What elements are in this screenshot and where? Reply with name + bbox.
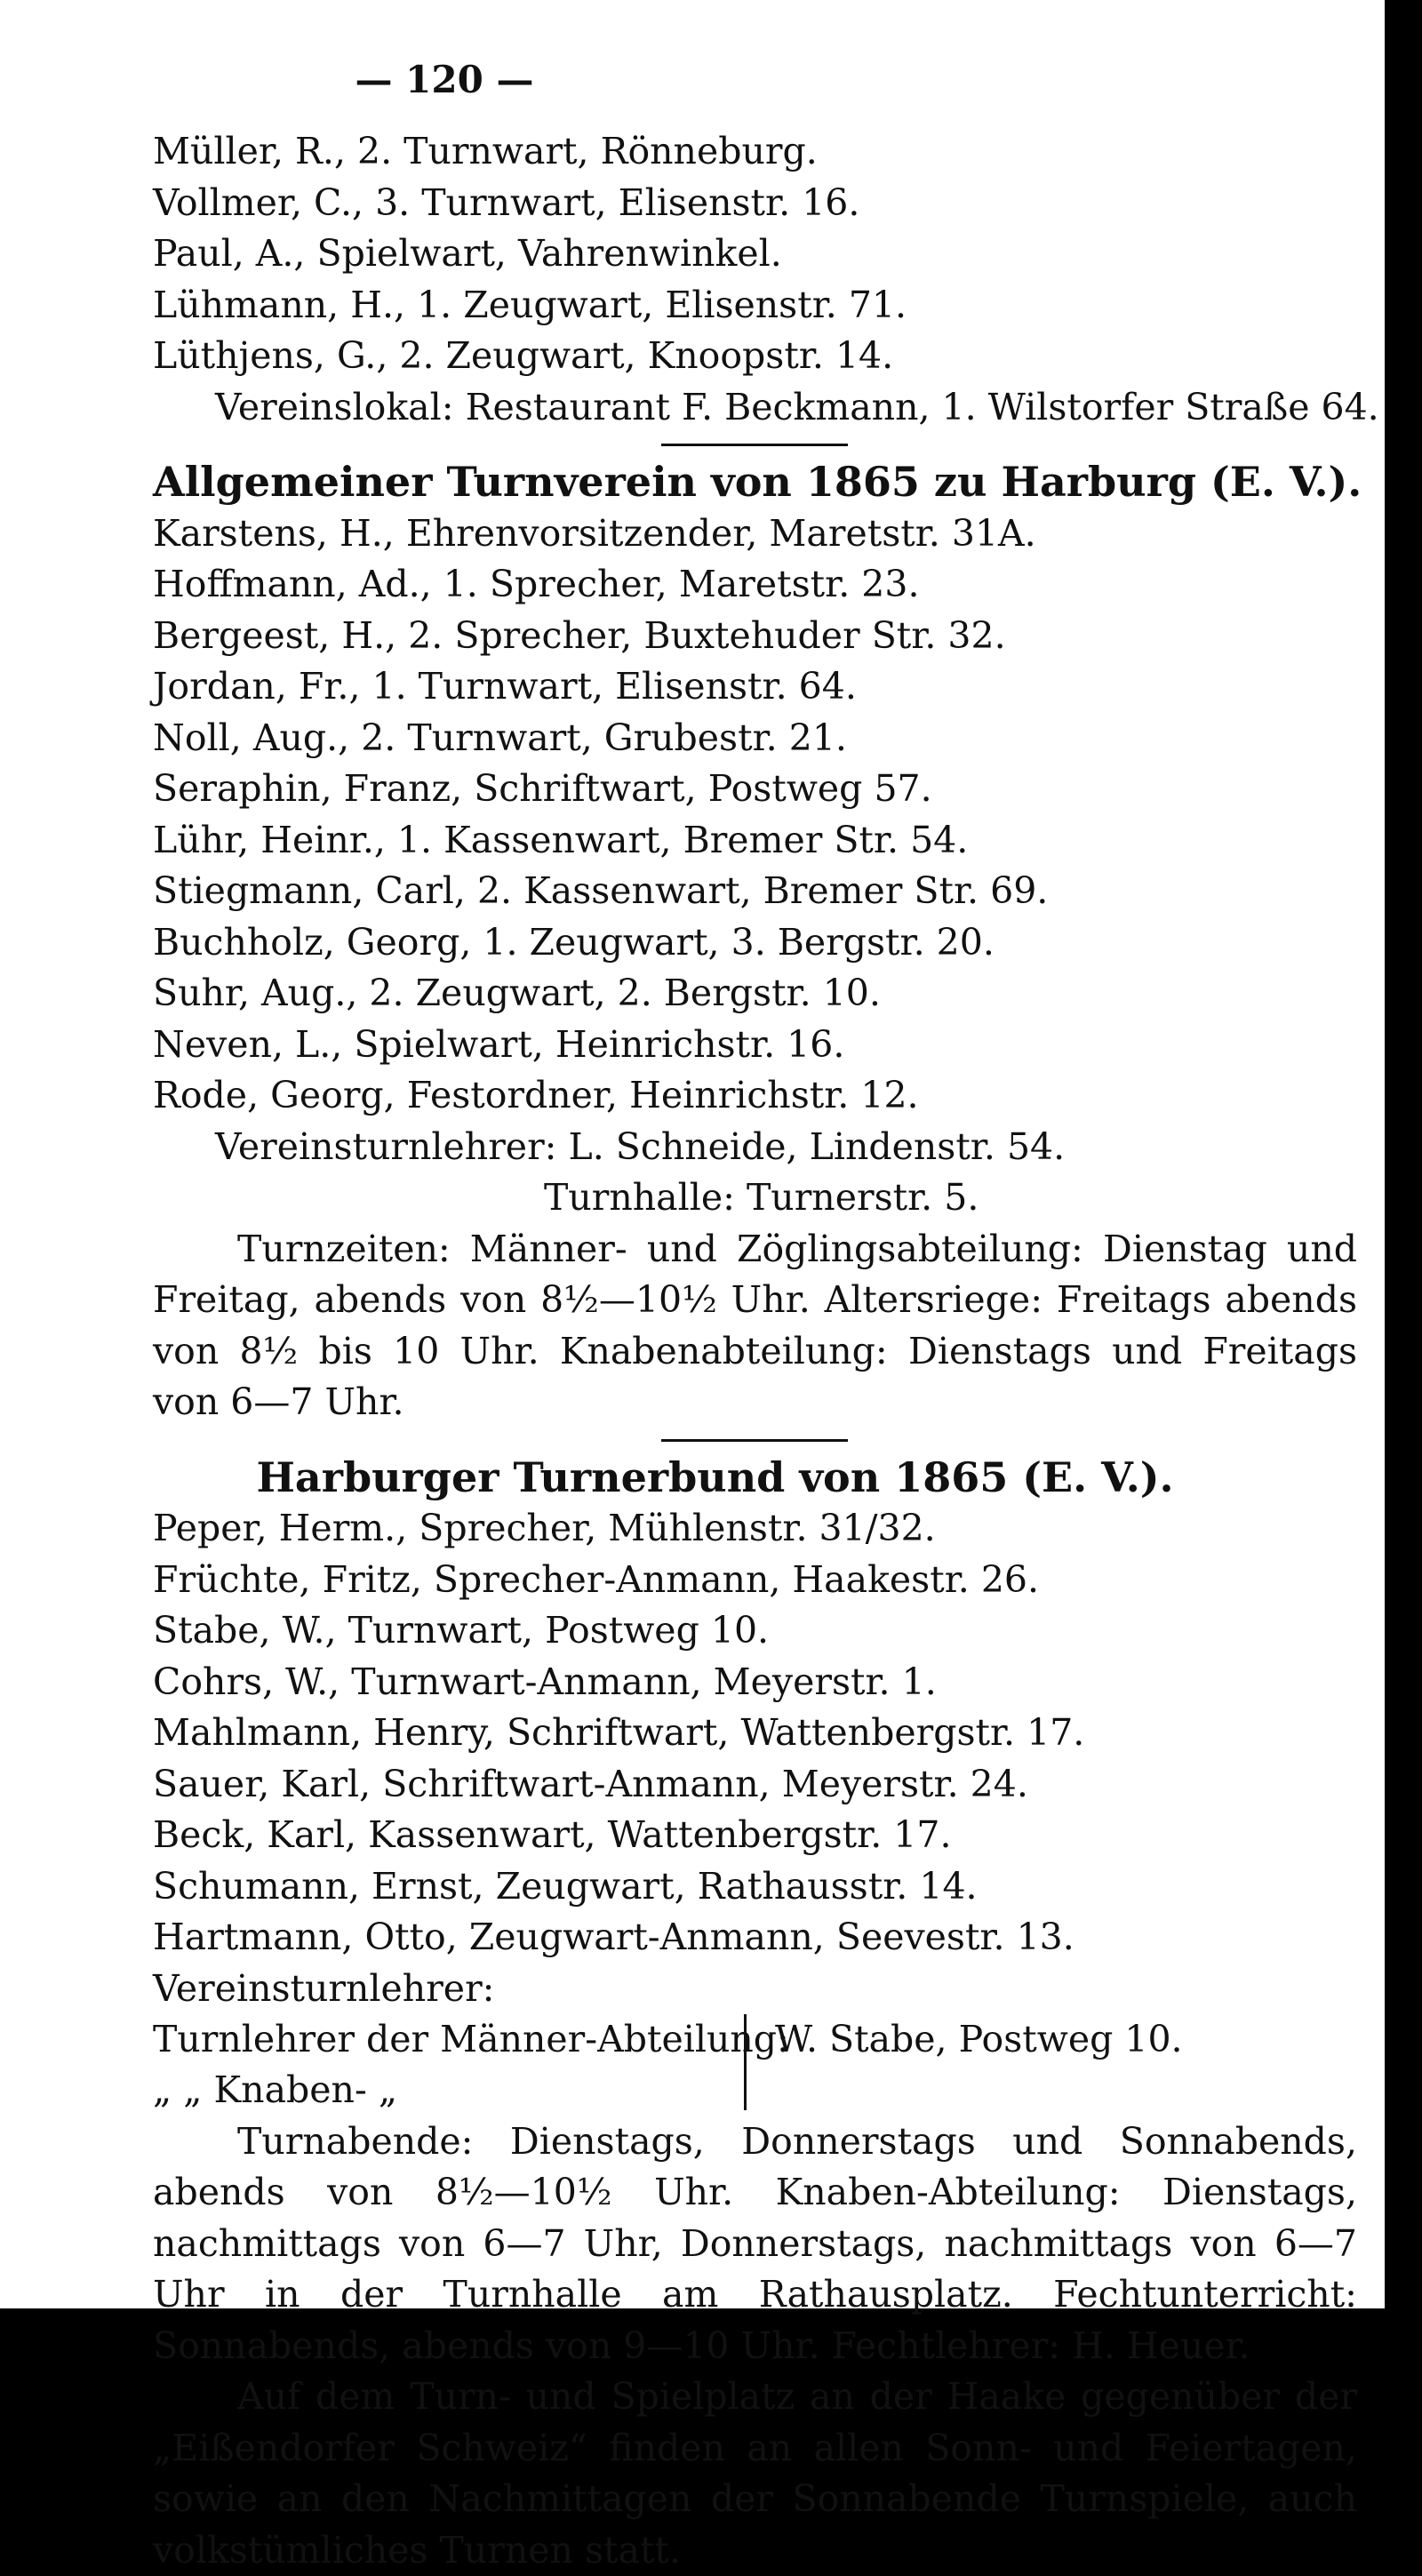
section-heading: Allgemeiner Turnverein von 1865 zu Harburg (E. V.). — [153, 457, 1357, 508]
training-evenings — [153, 2116, 1357, 2372]
club-instructor: Vereinsturnlehrer: L. Schneide, Lindenstr. 54. — [153, 1122, 1357, 1173]
brace-icon — [744, 2014, 763, 2110]
section-heading: Harburger Turnerbund von 1865 (E. V.). — [153, 1452, 1357, 1504]
member-entry: Suhr, Aug., 2. Zeugwart, 2. Bergstr. 10. — [153, 968, 1357, 1020]
section-allgemeiner-turnverein — [153, 457, 1357, 1428]
instructor-men-label: Turnlehrer der Männer-Abteilung: — [153, 2014, 789, 2066]
club-venue: Vereinslokal: Restaurant F. Beckmann, 1. Wilstorfer Straße 64. — [153, 382, 1357, 434]
playground-note-text: Auf dem Turn- und Spielplatz an der Haake gegenüber der „Eißendorfer Schweiz“ finden an allen Sonn- und Feiertagen, sowie an den Nachmittagen der Sonnabende Turnspiele, auch volkstümliches Turnen statt. — [153, 2372, 1357, 2576]
instructors-label: Vereinsturnlehrer: — [153, 1964, 494, 2015]
section-divider — [661, 444, 848, 446]
member-entry: Lühmann, H., 1. Zeugwart, Elisenstr. 71. — [153, 280, 1357, 332]
member-entry: Hoffmann, Ad., 1. Sprecher, Maretstr. 23. — [153, 559, 1357, 611]
member-entry: Lüthjens, G., 2. Zeugwart, Knoopstr. 14. — [153, 331, 1357, 382]
member-entry: Stabe, W., Turnwart, Postweg 10. — [153, 1605, 1357, 1657]
member-entry: Früchte, Fritz, Sprecher-Anmann, Haakestr. 26. — [153, 1555, 1357, 1606]
member-entry: Schumann, Ernst, Zeugwart, Rathausstr. 14. — [153, 1861, 1357, 1913]
member-entry: Paul, A., Spielwart, Vahrenwinkel. — [153, 228, 1357, 280]
member-entry: Buchholz, Georg, 1. Zeugwart, 3. Bergstr. 20. — [153, 917, 1357, 969]
training-times — [153, 1224, 1357, 1428]
member-entry: Rode, Georg, Festordner, Heinrichstr. 12. — [153, 1070, 1357, 1122]
member-entry: Hartmann, Otto, Zeugwart-Anmann, Seevestr. 13. — [153, 1912, 1357, 1964]
member-entry: Beck, Karl, Kassenwart, Wattenbergstr. 17. — [153, 1810, 1357, 1861]
member-entry: Mahlmann, Henry, Schriftwart, Wattenbergstr. 17. — [153, 1708, 1357, 1759]
playground-note — [153, 2372, 1357, 2576]
member-entry: Müller, R., 2. Turnwart, Rönneburg. — [153, 126, 1357, 178]
section-divider — [661, 1439, 848, 1442]
member-entry: Vollmer, C., 3. Turnwart, Elisenstr. 16. — [153, 178, 1357, 229]
training-evenings-text: Turnabende: Dienstags, Donnerstags und Sonnabends, abends von 8½—10½ Uhr. Knaben-Abteilung: Dienstags, nachmittags von 6—7 Uhr, Donnerstags, nachmittags von 6—7 Uhr in der Turnhalle am Rathausplatz. Fechtunterricht: Sonnabends, abends von 9—10 Uhr. Fechtlehrer: H. Heuer. — [153, 2116, 1357, 2372]
member-entry: Lühr, Heinr., 1. Kassenwart, Bremer Str. 54. — [153, 815, 1357, 867]
page-body — [153, 126, 1357, 2576]
instructor-boys-label: „ „ Knaben- „ — [153, 2065, 397, 2116]
section-harburger-turnerbund — [153, 1452, 1357, 2576]
member-entry: Jordan, Fr., 1. Turnwart, Elisenstr. 64. — [153, 661, 1357, 713]
member-entry: Seraphin, Franz, Schriftwart, Postweg 57. — [153, 764, 1357, 815]
member-entry: Sauer, Karl, Schriftwart-Anmann, Meyerstr. 24. — [153, 1759, 1357, 1811]
training-times-text: Turnzeiten: Männer- und Zöglingsabteilung: Dienstag und Freitag, abends von 8½—10½ Uhr. Altersriege: Freitags abends von 8½ bis 10 Uhr. Knabenabteilung: Dienstags und Freitags von 6—7 Uhr. — [153, 1224, 1357, 1428]
instructor-name: W. Stabe, Postweg 10. — [775, 2014, 1183, 2066]
member-entry: Bergeest, H., 2. Sprecher, Buxtehuder Str. 32. — [153, 611, 1357, 662]
member-entry: Karstens, H., Ehrenvorsitzender, Maretstr. 31A. — [153, 508, 1357, 560]
member-entry: Stiegmann, Carl, 2. Kassenwart, Bremer Str. 69. — [153, 866, 1357, 917]
club-gym-hall: Turnhalle: Turnerstr. 5. — [153, 1172, 1357, 1224]
member-entry: Cohrs, W., Turnwart-Anmann, Meyerstr. 1. — [153, 1657, 1357, 1708]
member-entry: Neven, L., Spielwart, Heinrichstr. 16. — [153, 1020, 1357, 1071]
instructor-brace-group — [153, 1964, 1357, 2116]
page-number: — 120 — — [0, 58, 889, 101]
section-club-officers-continued — [153, 126, 1357, 433]
member-entry: Noll, Aug., 2. Turnwart, Grubestr. 21. — [153, 713, 1357, 764]
member-entry: Peper, Herm., Sprecher, Mühlenstr. 31/32. — [153, 1503, 1357, 1555]
